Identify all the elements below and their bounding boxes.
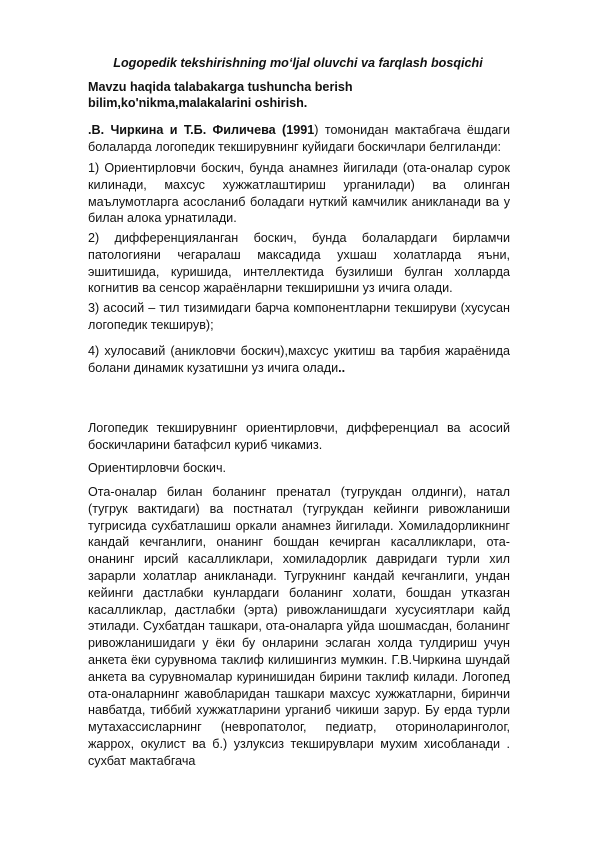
- intro-text: ) томонидан мактабгача ёшдаги болаларда логопедик текширувнинг куйидаги боскичлари белгиланди:: [88, 123, 510, 154]
- paragraph-overview: Логопедик текширувнинг ориентирловчи, дифференциал ва асосий боскичларини батафсил куриб чикамиз.: [88, 421, 510, 452]
- document-title: Logopedik tekshirishning mo‘ljal oluvchi va farqlash bosqichi: [113, 56, 483, 70]
- stage-4-text: 4) хулосавий (аникловчи боскич),махсус укитиш ва тарбия жараёнида болани динамик кузатишни уз ичига олади: [88, 344, 510, 375]
- topic-heading: Mavzu haqida talabakarga tushuncha berish bilim,ko'nikma,malakalarini oshirish.: [88, 80, 353, 110]
- section-heading-orienting: Ориентирловчи боскич.: [88, 461, 227, 475]
- stage-4-ending: ..: [338, 360, 346, 375]
- paragraph-intro: [88, 122, 510, 156]
- paragraph-stage-1: 1) Ориентирловчи боскич, бунда анамнез йигилади (ота-оналар сурок килинади, махсус хужжатлаштириш урганилади) ва олинган маълумотларга асосланиб боладаги нуткий камчилик аникланади ва у билан алока урнатилади.: [88, 161, 510, 226]
- paragraph-stage-3: 3) асосий – тил тизимидаги барча компонентларни текшируви (хусусан логопедик текширув);: [88, 301, 510, 332]
- authors-citation: .В. Чиркина и Т.Б. Филичева (1991: [88, 123, 315, 137]
- paragraph-stage-4: [88, 343, 510, 377]
- paragraph-anamnesis: Ота-оналар билан боланинг пренатал (тугрукдан олдинги), натал (тугрук вактидаги) ва постнатал (тугрукдан кейинги ривожланиши тугрисида сухбатлашиш оркали анамнез йигилади. Хомиладорликнинг кандай кечганлиги, онанинг бошдан кечирган касалликлари, ота-онанинг ирсий касалликлари, хомиладорлик давридаги турли хил зарарли холатлар аникланади. Тугрукнинг кандай кечганлиги, ундан кейинги дастлабки кунлардаги боланинг холати, бошдан утказган касалликлар, дастлабки (эрта) ривожланишдаги хусусиятлари кайд этилади. Сухбатдан ташкари, ота-оналарга уйда шошмасдан, боланинг ривожланишидаги у ёки бу онларини эслаган холда тулдириш учун анкета ёки сурувнома таклиф килишингиз мумкин. Г.В.Чиркина шундай анкета ва сурувномалар куринишидан бирини таклиф килади. Логопед ота-оналарнинг жавобларидан ташкари махсус хужжатларни, биринчи навбатда, тиббий хужжатларини урганиб чикиши зарур. Бу ерда турли мутахассисларнинг (невропатолог, педиатр, оториноларинголог, жаррох, окулист ва б.) узлуксиз текширувлари мухим хисобланади . сухбат мактабгача: [88, 485, 510, 768]
- paragraph-stage-2: 2) дифференцияланган боскич, бунда болалардаги бирламчи патологияни чегаралаш максадида ухшаш холатларда яъни, эшитишида, куришида, интеллектида бузилиши булган холларда когнитив ва сенсор жараёнларни текширишни уз ичига олади.: [88, 231, 510, 296]
